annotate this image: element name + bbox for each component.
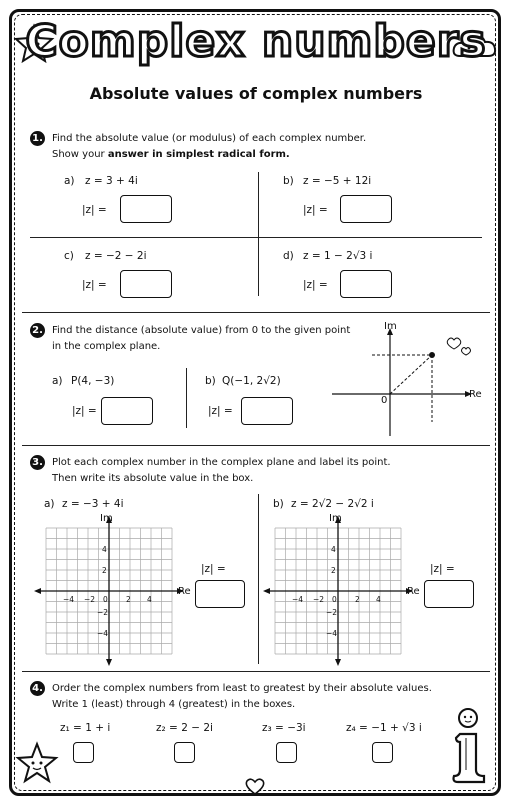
q2b-answer-box[interactable] bbox=[241, 397, 293, 425]
page-subtitle: Absolute values of complex numbers bbox=[89, 84, 423, 103]
q3a-y-tick-label: −2 bbox=[97, 608, 109, 617]
q1-divider-horizontal bbox=[30, 237, 482, 238]
star-icon bbox=[16, 742, 58, 784]
q3a-re-label: Re bbox=[178, 586, 191, 597]
q2b-letter: b) bbox=[205, 375, 216, 387]
q2-re-label: Re bbox=[469, 389, 482, 400]
q3b-im-label: Im bbox=[329, 513, 342, 524]
q3a-x-tick-label: 0 bbox=[103, 595, 108, 604]
q1-instruction-2: Show your answer in simplest radical form. bbox=[52, 149, 290, 160]
q1b-letter: b) bbox=[283, 175, 294, 187]
q3a-y-tick-label: 2 bbox=[102, 566, 107, 575]
q3a-coordinate-grid[interactable] bbox=[36, 510, 176, 660]
q3b-x-tick-label: −4 bbox=[292, 595, 304, 604]
q4-z4-rank-box[interactable] bbox=[372, 742, 393, 763]
q3b-x-tick-label: 0 bbox=[332, 595, 337, 604]
q3b-x-tick-label: 2 bbox=[355, 595, 360, 604]
q3b-y-tick-label: −4 bbox=[326, 629, 338, 638]
q1d-expression: z = 1 − 2√3 i bbox=[303, 250, 373, 262]
q2a-answer-label: |z| = bbox=[72, 405, 97, 417]
q3b-y-tick-label: 4 bbox=[331, 545, 336, 554]
q3b-coordinate-grid[interactable] bbox=[265, 510, 405, 660]
q1-divider-vertical bbox=[258, 172, 259, 296]
q3b-expression: z = 2√2 − 2√2 i bbox=[291, 498, 374, 510]
section-divider-3 bbox=[22, 671, 490, 672]
q2a-letter: a) bbox=[52, 375, 63, 387]
q3a-x-tick-label: −4 bbox=[63, 595, 75, 604]
q1b-answer-box[interactable] bbox=[340, 195, 392, 223]
q2-origin-label: 0 bbox=[381, 395, 388, 406]
q3b-y-tick-label: 2 bbox=[331, 566, 336, 575]
q2-divider-vertical bbox=[186, 368, 187, 428]
q3a-x-tick-label: −2 bbox=[84, 595, 96, 604]
q3b-answer-label: |z| = bbox=[430, 563, 455, 575]
q1d-answer-label: |z| = bbox=[303, 279, 328, 291]
q1-instruction-1: Find the absolute value (or modulus) of each complex number. bbox=[52, 133, 367, 144]
q2-im-label: Im bbox=[384, 321, 397, 332]
q3a-answer-label: |z| = bbox=[201, 563, 226, 575]
q3a-expression: z = −3 + 4i bbox=[62, 498, 124, 510]
q2b-answer-label: |z| = bbox=[208, 405, 233, 417]
q3a-im-label: Im bbox=[100, 513, 113, 524]
page-title: Complex numbers bbox=[25, 16, 487, 67]
question-4-number: 4. bbox=[30, 681, 45, 696]
q3a-letter: a) bbox=[44, 498, 55, 510]
q3-instruction-2: Then write its absolute value in the box. bbox=[52, 473, 254, 484]
q1c-expression: z = −2 − 2i bbox=[85, 250, 147, 262]
q3-instruction-1: Plot each complex number in the complex plane and label its point. bbox=[52, 457, 391, 468]
q1c-answer-box[interactable] bbox=[120, 270, 172, 298]
q4-instruction-1: Order the complex numbers from least to greatest by their absolute values. bbox=[52, 683, 432, 694]
heart-icon bbox=[244, 778, 266, 796]
q1d-letter: d) bbox=[283, 250, 294, 262]
q3a-y-tick-label: 4 bbox=[102, 545, 107, 554]
q3a-y-tick-label: −4 bbox=[97, 629, 109, 638]
q3b-axis-arrow bbox=[263, 588, 270, 594]
section-divider-1 bbox=[22, 312, 490, 313]
q4-z3-rank-box[interactable] bbox=[276, 742, 297, 763]
question-3-number: 3. bbox=[30, 455, 45, 470]
q1c-answer-label: |z| = bbox=[82, 279, 107, 291]
q3b-y-tick-label: −2 bbox=[326, 608, 338, 617]
question-2-number: 2. bbox=[30, 323, 45, 338]
q3a-answer-box[interactable] bbox=[195, 580, 245, 608]
q1d-answer-box[interactable] bbox=[340, 270, 392, 298]
q4-z3-expression: z₃ = −3i bbox=[262, 722, 306, 734]
q1b-answer-label: |z| = bbox=[303, 204, 328, 216]
q4-z2-rank-box[interactable] bbox=[174, 742, 195, 763]
q3-divider-vertical bbox=[258, 494, 259, 664]
q3b-answer-box[interactable] bbox=[424, 580, 474, 608]
q3a-x-tick-label: 4 bbox=[147, 595, 152, 604]
q3a-x-tick-label: 2 bbox=[126, 595, 131, 604]
q4-z2-expression: z₂ = 2 − 2i bbox=[156, 722, 213, 734]
q1a-answer-label: |z| = bbox=[82, 204, 107, 216]
letter-i-mascot-icon bbox=[446, 704, 496, 786]
q2-instruction-2: in the complex plane. bbox=[52, 341, 161, 352]
q3b-x-tick-label: −2 bbox=[313, 595, 325, 604]
section-divider-2 bbox=[22, 445, 490, 446]
question-1-number: 1. bbox=[30, 131, 45, 146]
q3b-x-tick-label: 4 bbox=[376, 595, 381, 604]
q3a-axis-arrow bbox=[34, 588, 41, 594]
q4-z4-expression: z₄ = −1 + √3 i bbox=[346, 722, 422, 734]
q3b-letter: b) bbox=[273, 498, 284, 510]
q1b-expression: z = −5 + 12i bbox=[303, 175, 372, 187]
q2b-expression: Q(−1, 2√2) bbox=[222, 375, 281, 387]
q2-complex-plane-diagram bbox=[326, 318, 486, 438]
q1a-expression: z = 3 + 4i bbox=[85, 175, 138, 187]
q2a-expression: P(4, −3) bbox=[71, 375, 115, 387]
q4-z1-rank-box[interactable] bbox=[73, 742, 94, 763]
q3b-re-label: Re bbox=[407, 586, 420, 597]
q2-instruction-1: Find the distance (absolute value) from 0 to the given point bbox=[52, 325, 351, 336]
q1c-letter: c) bbox=[64, 250, 74, 262]
q2a-answer-box[interactable] bbox=[101, 397, 153, 425]
q1a-letter: a) bbox=[64, 175, 75, 187]
q4-z1-expression: z₁ = 1 + i bbox=[60, 722, 111, 734]
q4-instruction-2: Write 1 (least) through 4 (greatest) in the boxes. bbox=[52, 699, 296, 710]
q1a-answer-box[interactable] bbox=[120, 195, 172, 223]
